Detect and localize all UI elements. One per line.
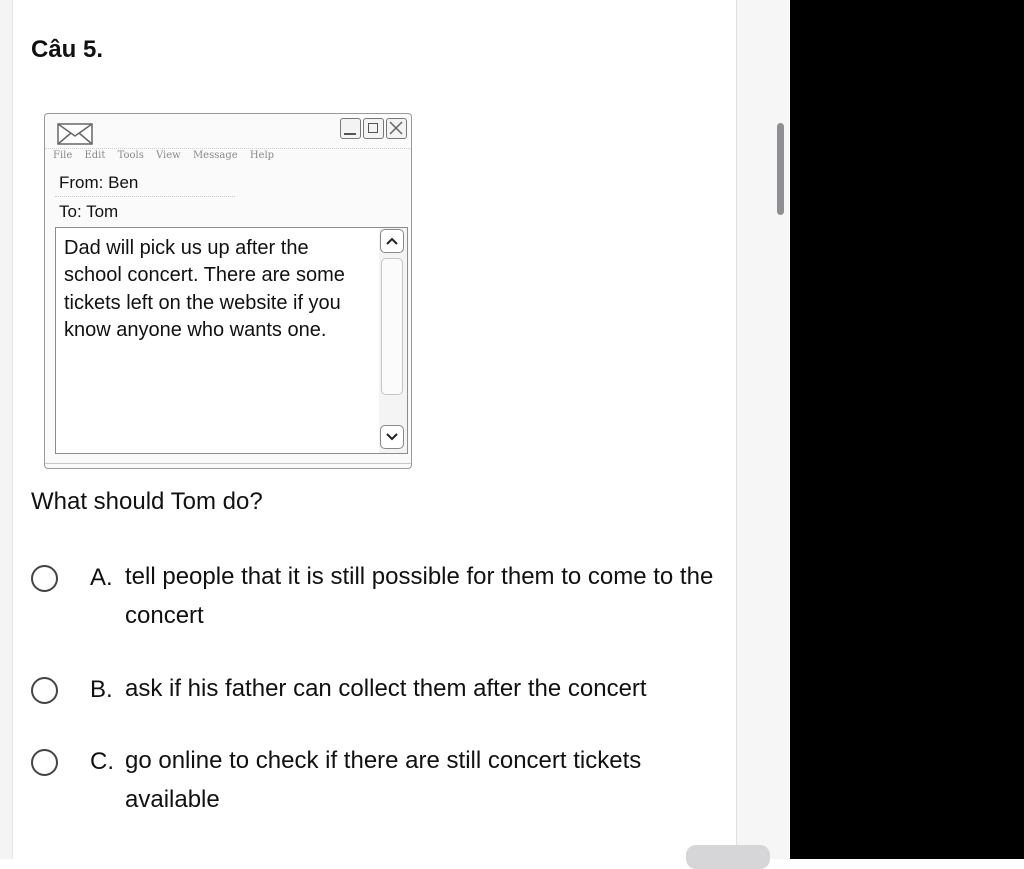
radio-button-b[interactable] xyxy=(31,677,58,704)
email-titlebar xyxy=(45,114,411,149)
option-text: go online to check if there are still concert tickets available xyxy=(125,747,642,813)
email-body: Dad will pick us up after the school concert. There are some tickets left on the website if you know anyone who wants one. xyxy=(64,237,345,341)
email-from: From: Ben xyxy=(59,173,139,192)
minimize-icon xyxy=(340,118,361,139)
chevron-down-icon xyxy=(380,425,404,449)
page-scrollbar-thumb[interactable] xyxy=(777,123,784,215)
option-letter: A. xyxy=(90,564,113,591)
maximize-icon xyxy=(363,118,384,139)
option-text: ask if his father can collect them after the concert xyxy=(125,675,647,702)
option-letter: B. xyxy=(90,676,113,703)
chevron-up-icon xyxy=(380,229,404,253)
option-letter: C. xyxy=(90,748,114,775)
close-icon xyxy=(386,118,407,139)
divider xyxy=(45,463,411,464)
black-side-panel xyxy=(790,0,1024,859)
envelope-icon xyxy=(57,123,93,150)
divider xyxy=(55,196,235,197)
menu-help: Help xyxy=(249,150,275,161)
email-body-box xyxy=(55,227,383,454)
radio-button-a[interactable] xyxy=(31,565,58,592)
menu-tools: Tools xyxy=(117,150,144,161)
email-menu-bar xyxy=(53,150,280,161)
menu-view: View xyxy=(156,150,181,161)
menu-file: File xyxy=(53,150,73,161)
email-to: To: Tom xyxy=(59,202,119,221)
option-text: tell people that it is still possible for them to come to the concert xyxy=(125,563,714,629)
left-page-margin xyxy=(0,0,13,859)
email-scroll-track xyxy=(381,258,403,395)
window-controls xyxy=(340,118,407,139)
question-prompt: What should Tom do? xyxy=(31,488,263,515)
question-title: Câu 5. xyxy=(31,36,104,63)
email-scrollbar xyxy=(379,227,408,454)
radio-button-c[interactable] xyxy=(31,749,58,776)
floating-button[interactable] xyxy=(686,845,770,869)
menu-edit: Edit xyxy=(84,150,106,161)
email-window-illustration xyxy=(44,113,412,469)
menu-message: Message xyxy=(192,150,238,161)
